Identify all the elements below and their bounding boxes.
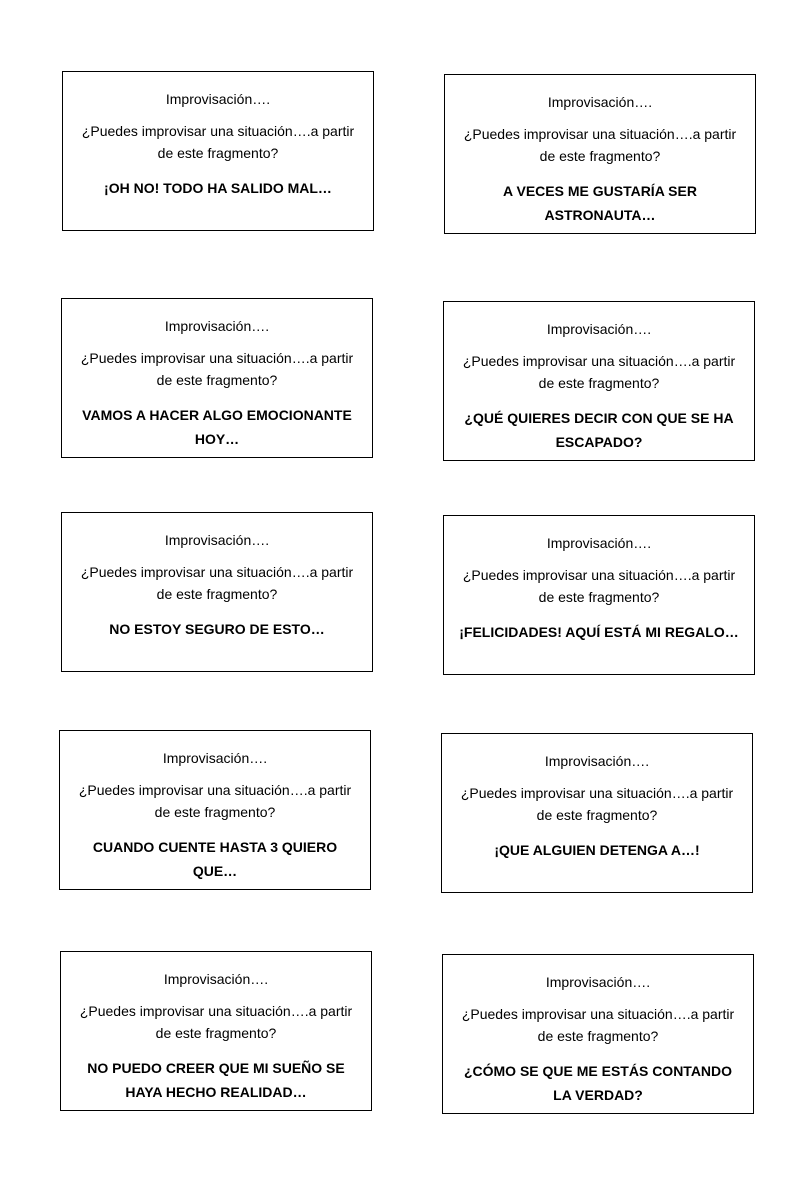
card-phrase: ¡QUE ALGUIEN DETENGA A…! bbox=[494, 842, 700, 858]
card-phrase: ¡OH NO! TODO HA SALIDO MAL… bbox=[104, 180, 332, 196]
card-phrase: NO PUEDO CREER QUE MI SUEÑO SE HAYA HECHO REALIDAD… bbox=[87, 1060, 345, 1100]
improv-card bbox=[59, 730, 371, 890]
improv-card bbox=[444, 74, 756, 234]
card-question: ¿Puedes improvisar una situación….a partir de este fragmento? bbox=[79, 1003, 353, 1041]
card-title: Improvisación…. bbox=[165, 91, 271, 107]
improv-card bbox=[60, 951, 372, 1111]
card-question: ¿Puedes improvisar una situación….a partir de este fragmento? bbox=[78, 782, 352, 820]
card-phrase: ¡FELICIDADES! AQUÍ ESTÁ MI REGALO… bbox=[459, 624, 739, 640]
improv-card bbox=[61, 298, 373, 458]
improv-card bbox=[61, 512, 373, 672]
card-title: Improvisación…. bbox=[162, 750, 268, 766]
card-question: ¿Puedes improvisar una situación….a partir de este fragmento? bbox=[80, 350, 354, 388]
card-question: ¿Puedes improvisar una situación….a partir de este fragmento? bbox=[81, 123, 355, 161]
card-question: ¿Puedes improvisar una situación….a partir de este fragmento? bbox=[461, 1006, 735, 1044]
card-title: Improvisación…. bbox=[544, 753, 650, 769]
improv-card bbox=[62, 71, 374, 231]
improv-card bbox=[443, 515, 755, 675]
card-title: Improvisación…. bbox=[164, 318, 270, 334]
card-title: Improvisación…. bbox=[164, 532, 270, 548]
card-phrase: ¿QUÉ QUIERES DECIR CON QUE SE HA ESCAPADO? bbox=[464, 410, 734, 450]
improv-card bbox=[441, 733, 753, 893]
card-title: Improvisación…. bbox=[545, 974, 651, 990]
card-question: ¿Puedes improvisar una situación….a partir de este fragmento? bbox=[462, 353, 736, 391]
card-title: Improvisación…. bbox=[546, 535, 652, 551]
card-title: Improvisación…. bbox=[547, 94, 653, 110]
card-title: Improvisación…. bbox=[163, 971, 269, 987]
improv-card bbox=[442, 954, 754, 1114]
card-title: Improvisación…. bbox=[546, 321, 652, 337]
card-phrase: CUANDO CUENTE HASTA 3 QUIERO QUE… bbox=[92, 839, 338, 879]
card-question: ¿Puedes improvisar una situación….a partir de este fragmento? bbox=[462, 567, 736, 605]
card-question: ¿Puedes improvisar una situación….a partir de este fragmento? bbox=[463, 126, 737, 164]
improv-card bbox=[443, 301, 755, 461]
card-phrase: NO ESTOY SEGURO DE ESTO… bbox=[109, 621, 325, 637]
card-question: ¿Puedes improvisar una situación….a partir de este fragmento? bbox=[80, 564, 354, 602]
card-phrase: VAMOS A HACER ALGO EMOCIONANTE HOY… bbox=[82, 407, 352, 447]
card-phrase: ¿CÓMO SE QUE ME ESTÁS CONTANDO LA VERDAD? bbox=[463, 1063, 733, 1103]
card-phrase: A VECES ME GUSTARÍA SER ASTRONAUTA… bbox=[503, 183, 697, 223]
card-question: ¿Puedes improvisar una situación….a partir de este fragmento? bbox=[460, 785, 734, 823]
